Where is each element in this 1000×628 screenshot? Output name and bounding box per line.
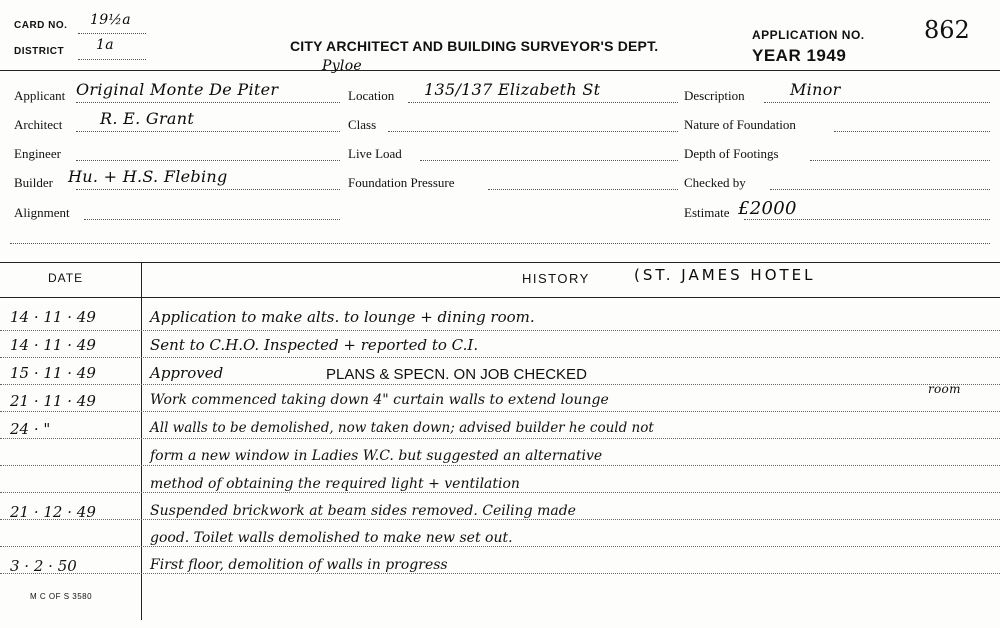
history-date: 14 · 11 · 49 <box>10 336 96 354</box>
date-column-header: DATE <box>48 271 84 285</box>
history-column-header: HISTORY <box>522 271 590 286</box>
history-date: 21 · 12 · 49 <box>10 503 96 521</box>
history-date: 14 · 11 · 49 <box>10 308 96 326</box>
district-value: 1a <box>96 37 114 53</box>
history-date: 24 · " <box>10 420 51 438</box>
history-entry: method of obtaining the required light + ventilation <box>150 476 520 492</box>
applicant-note: Pyloe <box>322 58 363 74</box>
history-date: 15 · 11 · 49 <box>10 364 96 382</box>
card-no-value: 19½a <box>90 12 131 28</box>
history-entry: good. Toilet walls demolished to make new set out. <box>150 530 513 546</box>
alignment-label: Alignment <box>14 205 70 220</box>
history-entry: Work commenced taking down 4" curtain walls to extend lounge <box>150 392 609 408</box>
history-entry: form a new window in Ladies W.C. but suggested an alternative <box>150 448 603 464</box>
application-number: 862 <box>924 16 970 44</box>
architect-label: Architect <box>14 117 63 132</box>
district-label: DISTRICT <box>14 46 65 57</box>
applicant-label: Applicant <box>14 88 66 103</box>
live-load-label: Live Load <box>348 146 402 161</box>
history-entry: Sent to C.H.O. Inspected + reported to C.I. <box>150 336 479 354</box>
nature-of-foundation-label: Nature of Foundation <box>684 117 796 132</box>
plans-checked-stamp: PLANS & SPECN. ON JOB CHECKED <box>326 366 587 383</box>
card-no-label: CARD NO. <box>14 20 68 31</box>
form-number: M C OF S 3580 <box>30 592 93 601</box>
history-entry: Application to make alts. to lounge + dining room. <box>150 308 535 326</box>
architect-value: R. E. Grant <box>100 109 195 128</box>
year-label: YEAR 1949 <box>752 46 847 65</box>
history-date: 21 · 11 · 49 <box>10 392 96 410</box>
location-label: Location <box>348 88 395 103</box>
estimate-value: £2000 <box>738 198 797 219</box>
checked-by-label: Checked by <box>684 175 746 190</box>
applicant-value: Original Monte De Piter <box>76 80 279 99</box>
location-value: 135/137 Elizabeth St <box>424 80 601 99</box>
estimate-label: Estimate <box>684 205 730 220</box>
history-entry: All walls to be demolished, now taken down; advised builder he could not <box>150 420 654 436</box>
foundation-pressure-label: Foundation Pressure <box>348 175 455 190</box>
builder-value: Hu. + H.S. Flebing <box>68 167 228 186</box>
history-note: (ST. JAMES HOTEL <box>634 266 816 284</box>
class-label: Class <box>348 117 377 132</box>
engineer-label: Engineer <box>14 146 61 161</box>
builder-label: Builder <box>14 175 53 190</box>
description-value: Minor <box>790 80 841 99</box>
depth-of-footings-label: Depth of Footings <box>684 146 779 161</box>
description-label: Description <box>684 88 745 103</box>
history-entry-note: room <box>928 382 961 396</box>
history-entry: First floor, demolition of walls in progress <box>150 557 448 573</box>
history-entry: Approved <box>150 364 224 382</box>
history-date: 3 · 2 · 50 <box>10 557 77 575</box>
history-entry: Suspended brickwork at beam sides removed. Ceiling made <box>150 503 576 519</box>
department-title: CITY ARCHITECT AND BUILDING SURVEYOR'S DEPT. <box>290 38 659 54</box>
application-no-label: APPLICATION NO. <box>752 28 865 42</box>
